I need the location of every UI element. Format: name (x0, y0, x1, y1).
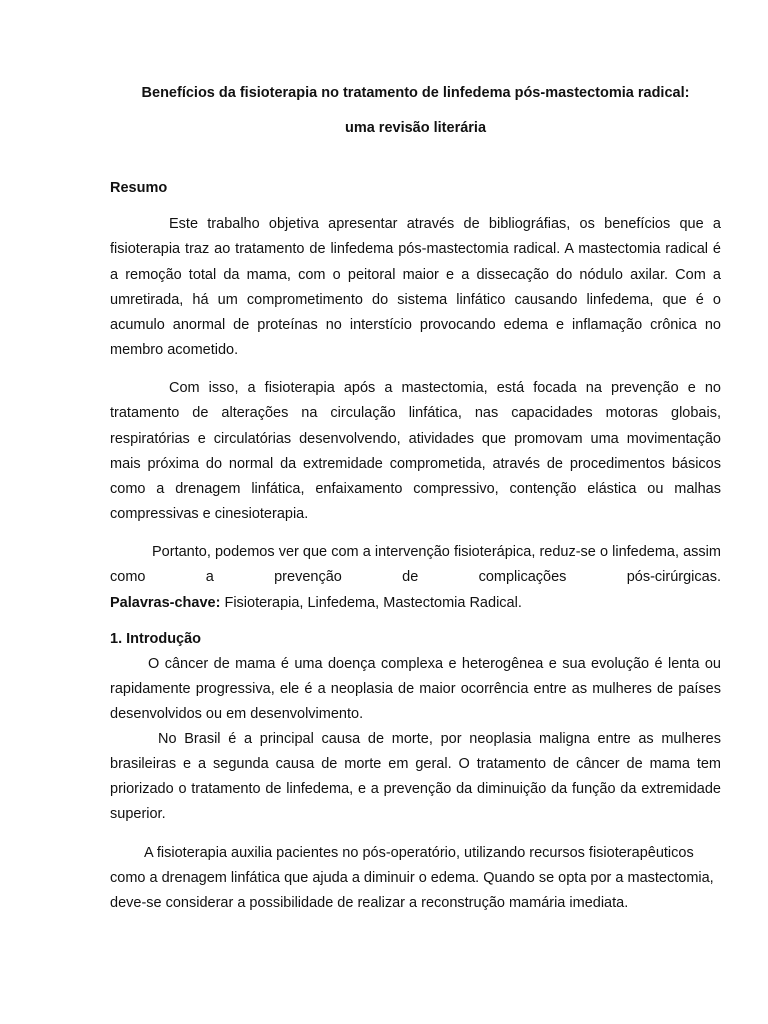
abstract-paragraph-3: Portanto, podemos ver que com a intervenção fisioterápica, reduz-se o linfedema, assim como a prevenção de complicações pós-cirúrgicas. (110, 544, 721, 586)
abstract-paragraph-1: Este trabalho objetiva apresentar através de bibliográfias, os benefícios que a fisioterapia traz ao tratamento de linfedema pós-mastectomia radical. A mastectomia radical é a remoção total da mama, com o peitoral maior e a dissecação do nódulo axilar. Com a umretirada, há um comprometimento do sistema linfático causando linfedema, que é o acumulo anormal de proteínas no interstício provocando edema e inflamação crônica no membro acometido. (110, 216, 721, 359)
keywords-line (110, 591, 721, 616)
intro-paragraph-2: No Brasil é a principal causa de morte, por neoplasia maligna entre as mulheres brasileiras e a segunda causa de morte em geral. O tratamento de câncer de mama tem priorizado o tratamento de linfedema, e a prevenção da diminuição da função da extremidade superior. (110, 731, 721, 822)
document-subtitle: uma revisão literária (344, 120, 487, 136)
abstract-paragraph-2: Com isso, a fisioterapia após a mastectomia, está focada na prevenção e no tratamento de alterações na circulação linfática, nas capacidades motoras globais, respiratórias e circulatórias desenvolvendo, atividades que promovam uma movimentação mais próxima do normal da extremidade comprometida, através de procedimentos básicos como a drenagem linfática, enfaixamento compressivo, contenção elástica ou malhas compressivas e cinesioterapia. (110, 380, 721, 523)
keywords-text: Fisioterapia, Linfedema, Mastectomia Radical. (220, 595, 522, 611)
document-title: Benefícios da fisioterapia no tratamento de linfedema pós-mastectomia radical: (141, 85, 690, 101)
section-heading-resumo: Resumo (110, 180, 168, 196)
keywords-label: Palavras-chave: (110, 595, 221, 611)
section-heading-introducao: 1. Introdução (110, 631, 202, 647)
intro-paragraph-3: A fisioterapia auxilia pacientes no pós-operatório, utilizando recursos fisioterapêuticos como a drenagem linfática que ajuda a diminuir o edema. Quando se opta por a mastectomia, deve-se considerar a possibilidade de realizar a reconstrução mamária imediata. (110, 845, 714, 911)
intro-paragraph-1: O câncer de mama é uma doença complexa e heterogênea e sua evolução é lenta ou rapidamente progressiva, ele é a neoplasia de maior ocorrência entre as mulheres de países desenvolvidos ou em desenvolvimento. (110, 656, 721, 722)
